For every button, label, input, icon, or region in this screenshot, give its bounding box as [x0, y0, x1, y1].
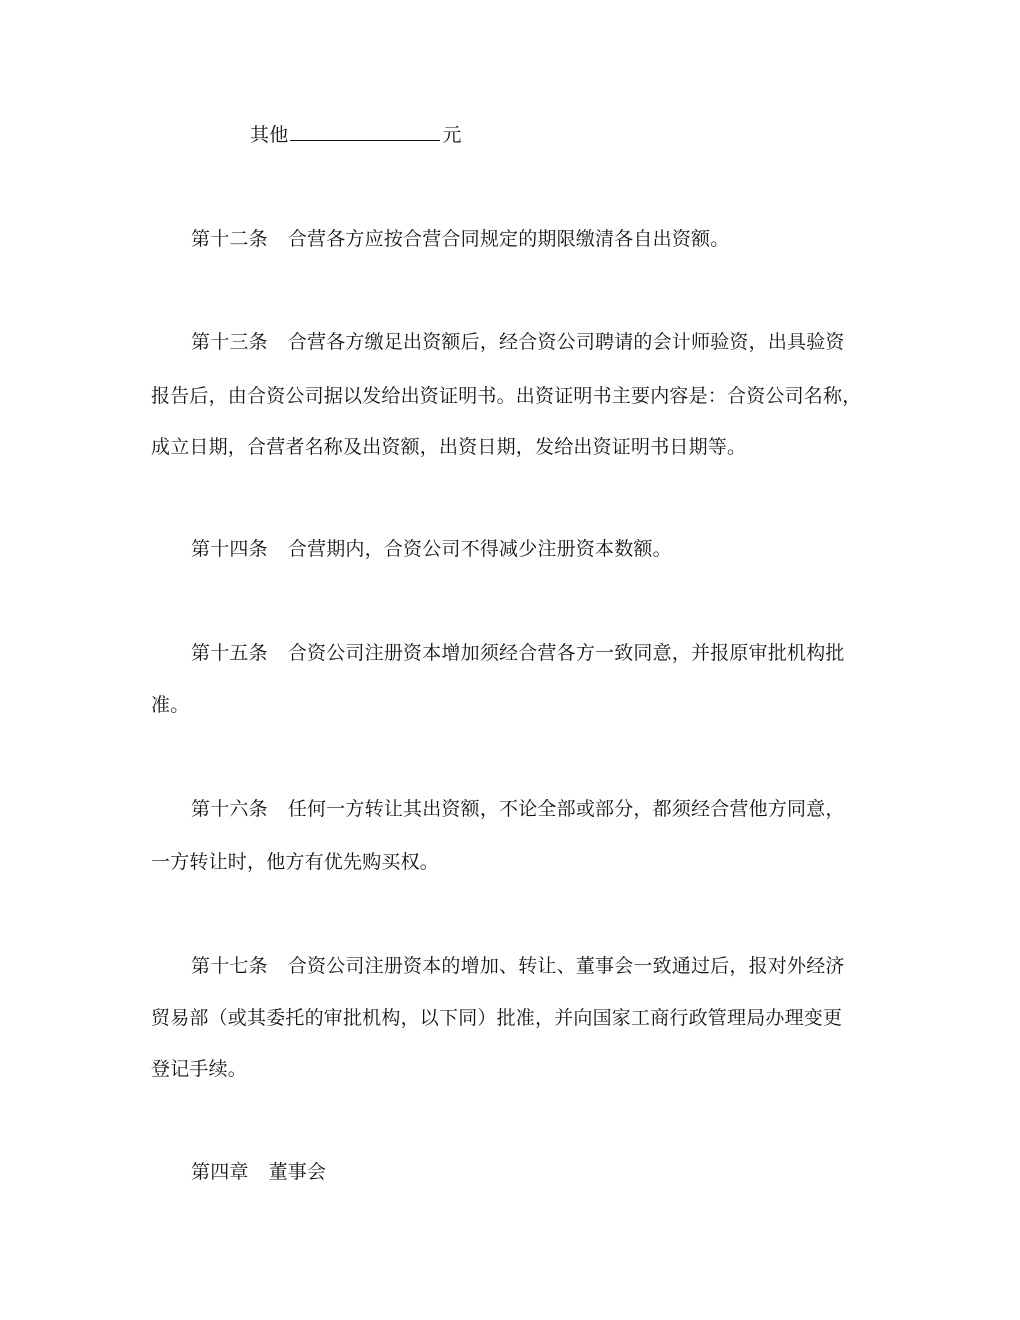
- article-14-text: 合营期内，合资公司不得减少注册资本数额。: [287, 538, 672, 560]
- article-16-text-1: 任何一方转让其出资额，不论全部或部分，都须经合营他方同意，: [287, 798, 845, 820]
- article-16-number: 第十六条: [191, 798, 268, 820]
- chapter-4-number: 第四章: [191, 1161, 249, 1183]
- article-17-line-3: 登记手续。: [151, 1058, 248, 1080]
- article-15-number: 第十五条: [191, 642, 268, 664]
- article-13-line-2: 报告后，由合资公司据以发给出资证明书。出资证明书主要内容是：合资公司名称，: [151, 385, 862, 407]
- article-15-line-1: [191, 641, 845, 665]
- unit-label: 元: [442, 124, 462, 146]
- chapter-4-title: 董事会: [268, 1161, 327, 1183]
- article-14: [191, 537, 672, 561]
- article-17-text-1: 合资公司注册资本的增加、转让、董事会一致通过后，报对外经济: [287, 955, 845, 977]
- article-12: [191, 227, 729, 251]
- article-12-text: 合营各方应按合营合同规定的期限缴清各自出资额。: [287, 228, 730, 250]
- article-17-number: 第十七条: [191, 955, 268, 977]
- amount-blank: [290, 122, 440, 141]
- other-amount-line: [250, 122, 462, 147]
- article-13-text-1: 合营各方缴足出资额后，经合资公司聘请的会计师验资，出具验资: [287, 331, 845, 353]
- chapter-4-heading: [191, 1160, 326, 1184]
- article-17-line-2: 贸易部（或其委托的审批机构，以下同）批准，并向国家工商行政管理局办理变更: [151, 1007, 843, 1029]
- article-13-number: 第十三条: [191, 331, 268, 353]
- article-13-line-1: [191, 330, 845, 354]
- article-15-text-1: 合资公司注册资本增加须经合营各方一致同意，并报原审批机构批: [287, 642, 845, 664]
- article-12-number: 第十二条: [191, 228, 268, 250]
- article-14-number: 第十四条: [191, 538, 268, 560]
- other-label: 其他: [250, 124, 289, 146]
- article-15-line-2: 准。: [151, 694, 190, 716]
- article-16-line-2: 一方转让时，他方有优先购买权。: [151, 851, 440, 873]
- article-16-line-1: [191, 797, 845, 821]
- article-17-line-1: [191, 954, 845, 978]
- article-13-line-3: 成立日期，合营者名称及出资额，出资日期，发给出资证明书日期等。: [151, 436, 747, 458]
